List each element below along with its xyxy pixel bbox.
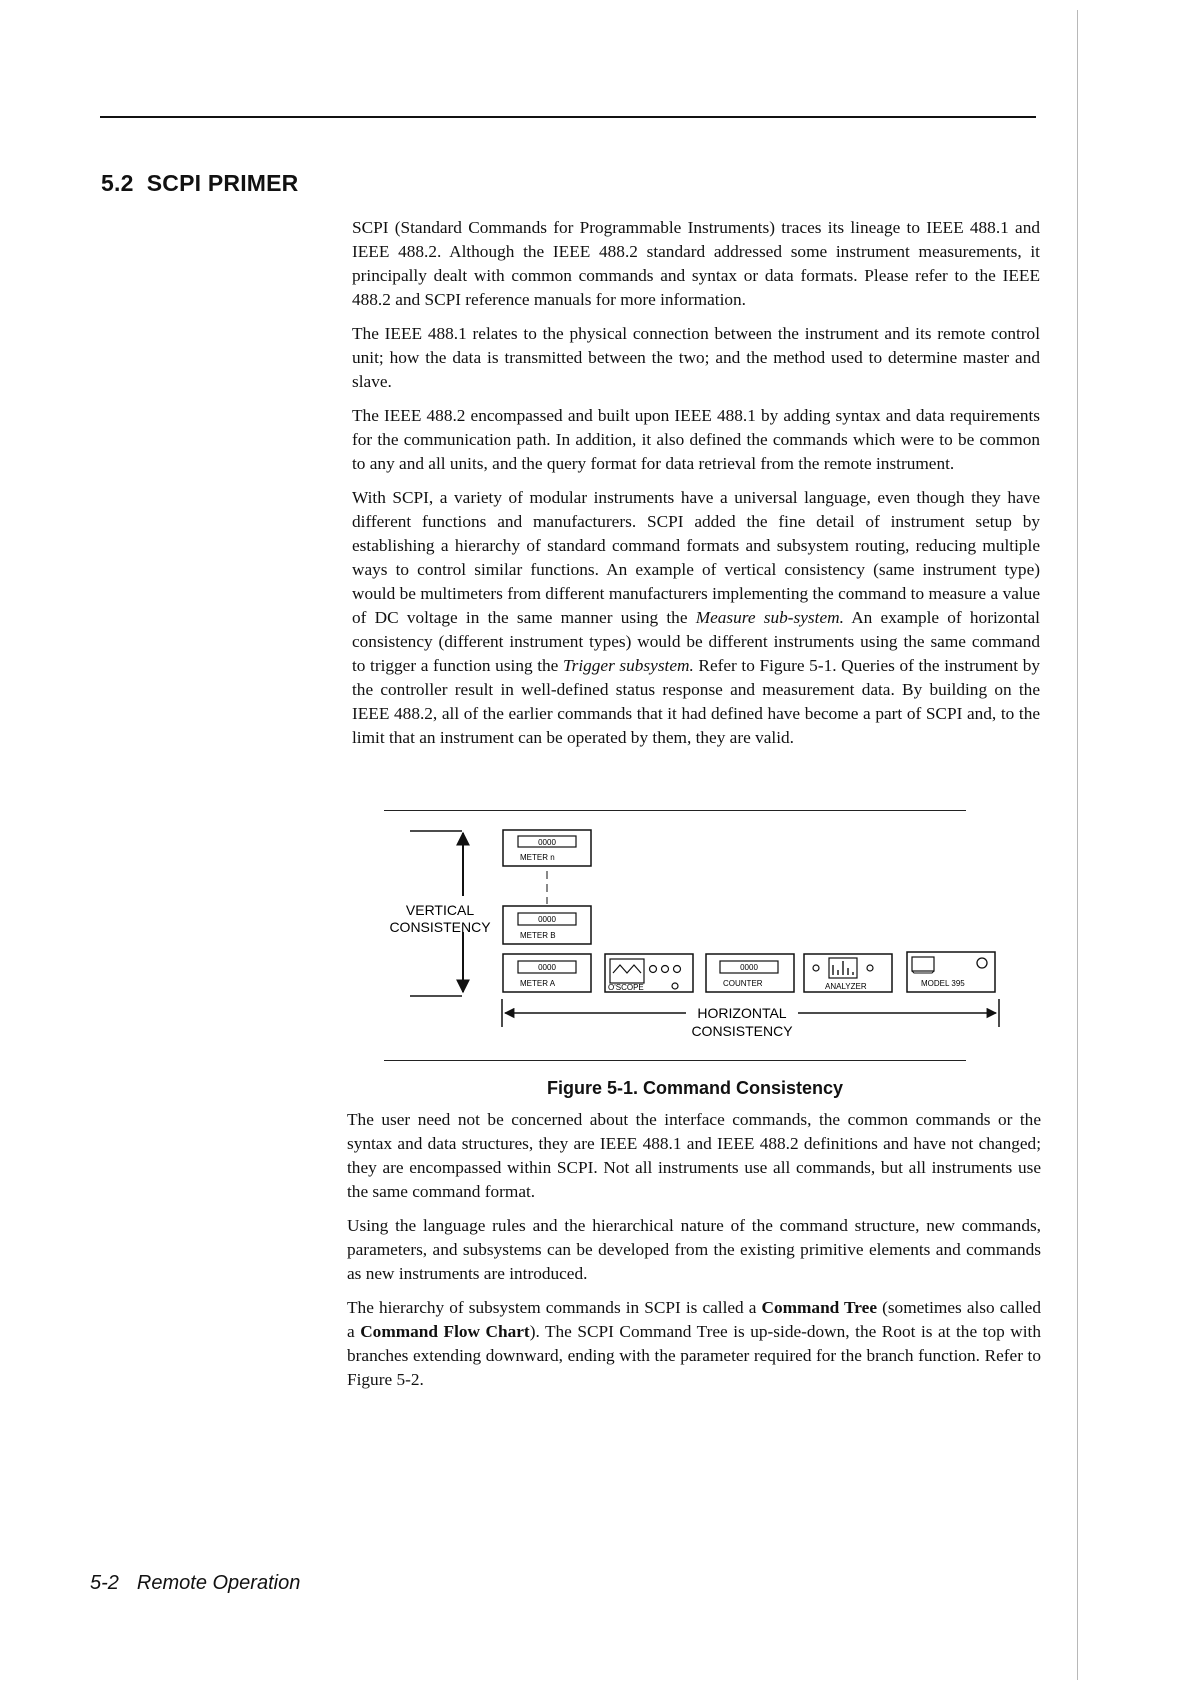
oscilloscope-box xyxy=(605,954,693,992)
paragraph-6: Using the language rules and the hierarchical nature of the command structure, new commands, parameters, and subsystems can be developed from the existing primitive elements and commands as new instruments are introduced. xyxy=(347,1216,1041,1283)
header-rule xyxy=(100,116,1036,118)
paragraph-3: The IEEE 488.2 encompassed and built upon IEEE 488.1 by adding syntax and data requirements for the communication path. In addition, it also defined the commands which were to be common to any and all units, and the query format for data retrieval from the remote instrument. xyxy=(352,406,1040,473)
measure-subsystem-term: Measure sub-system. xyxy=(695,608,844,627)
meter-a-label: METER A xyxy=(520,979,556,988)
analyzer-label: ANALYZER xyxy=(825,982,867,991)
meter-n-box xyxy=(503,830,591,866)
section-heading xyxy=(101,170,299,197)
section-number: 5.2 xyxy=(101,170,134,196)
horizontal-label-2: CONSISTENCY xyxy=(691,1023,793,1039)
model-395-box xyxy=(907,952,995,992)
horizontal-label-1: HORIZONTAL xyxy=(697,1005,787,1021)
page-edge-line xyxy=(1077,10,1078,1680)
paragraph-2: The IEEE 488.1 relates to the physical connection between the instrument and its remote control unit; how the data is transmitted between the two; and the method used to determine master and slave. xyxy=(352,324,1040,391)
meter-n-label: METER n xyxy=(520,853,555,862)
paragraph-4: With SCPI, a variety of modular instruments have a universal language, even though they have different functions and manufacturers. SCPI added the fine detail of instrument setup by establishing a hierarchy of standard command formats and subsystem routing, reducing multiple ways to control similar functions. An example of vertical consistency (same instrument type) would be multimeters from different manufacturers implementing the command to measure a value of DC voltage in the same manner using the Measure sub-system. An example of horizontal consistency (different instrument types) would be different instruments using the same command to trigger a function using the Trigger subsystem. Refer to Figure 5-1. Queries of the instrument by the controller result in well-defined status response and measurement data. By building on the IEEE 488.2, all of the earlier commands that it had defined have become a part of SCPI and, to the limit that an instrument can be operated by them, they are valid. xyxy=(352,488,1040,747)
lower-body-text xyxy=(347,1108,1041,1402)
analyzer-box xyxy=(804,954,892,992)
paragraph-1: SCPI (Standard Commands for Programmable Instruments) traces its lineage to IEEE 488.1 and IEEE 488.2. Although the IEEE 488.2 standard addressed some instrument measurements, it principally dealt with common commands and syntax or data formats. Please refer to the IEEE 488.2 and SCPI reference manuals for more information. xyxy=(352,218,1040,309)
counter-box xyxy=(706,954,794,992)
section-title: SCPI PRIMER xyxy=(146,170,299,196)
upper-body-text xyxy=(352,216,1040,760)
counter-display: 0000 xyxy=(740,963,758,972)
vertical-label-2: CONSISTENCY xyxy=(389,919,491,935)
figure-top-rule xyxy=(384,810,966,811)
command-consistency-diagram xyxy=(380,824,1010,1054)
model-395-label: MODEL 395 xyxy=(921,979,965,988)
paragraph-7: The hierarchy of subsystem commands in SCPI is called a Command Tree (sometimes also called a Command Flow Chart). The SCPI Command Tree is up-side-down, the Root is at the top with branches extending downward, ending with the parameter required for the branch function. Refer to Figure 5-2. xyxy=(347,1298,1041,1389)
figure-caption: Figure 5-1. Command Consistency xyxy=(546,1078,844,1098)
meter-a-box xyxy=(503,954,591,992)
meter-b-box xyxy=(503,906,591,944)
meter-b-display: 0000 xyxy=(538,915,556,924)
vertical-label-1: VERTICAL xyxy=(405,902,475,918)
figure-command-consistency xyxy=(380,824,1010,1054)
meter-n-display: 0000 xyxy=(538,838,556,847)
oscilloscope-label: O'SCOPE xyxy=(608,983,644,992)
counter-label: COUNTER xyxy=(723,979,763,988)
trigger-subsystem-term: Trigger subsystem. xyxy=(562,656,694,675)
page-number: 5-2 xyxy=(90,1572,119,1594)
footer-title: Remote Operation xyxy=(136,1572,301,1594)
page-footer xyxy=(90,1572,318,1595)
meter-b-label: METER B xyxy=(520,931,556,940)
command-tree-term: Command Tree xyxy=(761,1298,877,1317)
paragraph-5: The user need not be concerned about the interface commands, the common commands or the syntax and data structures, they are IEEE 488.1 and IEEE 488.2 definitions and have not changed; they are encompassed within SCPI. Not all instruments use all commands, but all instruments use the same command format. xyxy=(347,1110,1041,1201)
meter-a-display: 0000 xyxy=(538,963,556,972)
figure-bottom-rule xyxy=(384,1060,966,1061)
command-flow-chart-term: Command Flow Chart xyxy=(360,1322,530,1341)
